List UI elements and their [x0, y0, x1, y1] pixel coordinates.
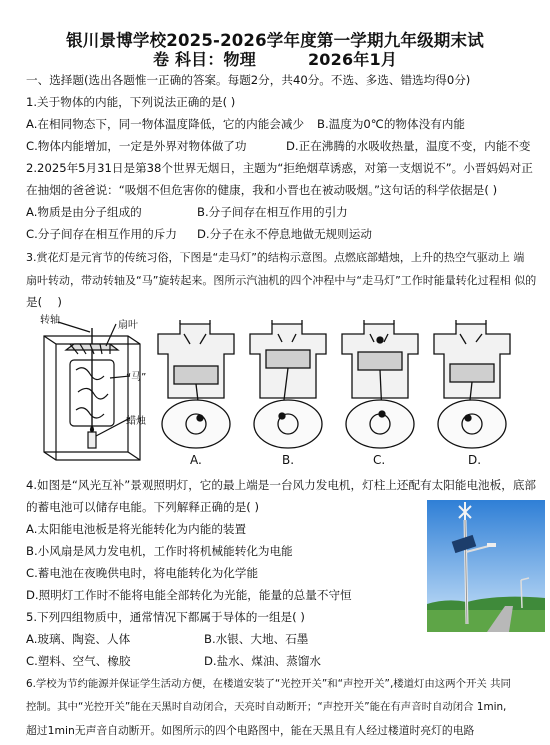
lantern-figure	[30, 314, 146, 466]
q3-stem-line2: 扇叶转动，带动转轴及“马”旋转起来。图所示汽油机的四个冲程中与“走马灯”工作时能量转化过程相 似的	[26, 274, 537, 287]
exam-subtitle	[0, 47, 550, 70]
q5-option-a: A.玻璃、陶瓷、人体	[26, 632, 131, 646]
q4-option-d: D.照明灯工作时不能将电能全部转化为光能，能量的总量不守恒	[26, 588, 352, 602]
engine-stroke-c-figure	[334, 320, 426, 452]
q2-stem-line2: 在抽烟的爸爸说：“吸烟不但危害你的健康，我和小晋也在被动吸烟。”这句话的科学依据是( )	[26, 183, 498, 197]
exam-title: 银川景博学校2025-2026学年度第一学期九年级期末试	[66, 31, 484, 50]
subject-label: 卷 科目：物理	[152, 50, 256, 69]
exam-date: 2026年1月	[307, 50, 398, 69]
lantern-label-fan: 扇叶	[118, 320, 138, 331]
section-heading: 一、选择题(选出各题惟一正确的答案。每题2分，共40分。不选、多选、错选均得0分)	[26, 73, 471, 87]
q2-option-b: B.分子间存在相互作用的引力	[197, 205, 348, 219]
engine-stroke-a-figure	[150, 320, 242, 452]
wind-solar-lamp-photo	[427, 500, 545, 632]
q1-option-a: A.在相同物态下，同一物体温度降低，它的内能会减少	[26, 117, 305, 131]
q1-option-c: C.物体内能增加，一定是外界对物体做了功	[26, 139, 247, 153]
q5-option-b: B.水银、大地、石墨	[204, 632, 309, 646]
engine-stroke-d-figure	[426, 320, 518, 452]
lantern-label-candle: 蜡烛	[126, 416, 146, 427]
lantern-label-horse: “马”	[126, 372, 147, 383]
q4-option-c: C.蓄电池在夜晚供电时，将电能转化为化学能	[26, 566, 259, 580]
engine-label-d: D.	[468, 453, 482, 467]
q2-option-d: D.分子在永不停息地做无规则运动	[197, 227, 372, 241]
q6-stem-line1: 6.学校为节约能源并保证学生活动方便，在楼道安装了“光控开关”和“声控开关”,楼道灯由这两个开关 共同	[26, 678, 511, 690]
engine-stroke-b-figure	[242, 320, 334, 452]
q3-stem-line3: 是( )	[26, 295, 62, 309]
q2-stem-line1: 2.2025年5月31日是第38个世界无烟日，主题为“拒绝烟草诱惑，对第一支烟说不”。小晋妈妈对正	[26, 161, 533, 175]
engine-label-a: A.	[190, 453, 202, 467]
q1-option-d: D.正在沸腾的水吸收热量，温度不变，内能不变	[286, 139, 531, 153]
q1-option-b: B.温度为0℃的物体没有内能	[317, 117, 465, 131]
engine-label-c: C.	[373, 453, 386, 467]
q4-stem-line2: 的蓄电池可以储存电能。下列解释正确的是( )	[26, 500, 260, 514]
q2-option-a: A.物质是由分子组成的	[26, 205, 142, 219]
q5-stem: 5.下列四组物质中，通常情况下都属于导体的一组是( )	[26, 610, 305, 624]
engine-label-b: B.	[282, 453, 295, 467]
q4-option-b: B.小风扇是风力发电机，工作时将机械能转化为电能	[26, 544, 293, 558]
q6-stem-line2: 控制。其中“光控开关”能在天黑时自动闭合，天亮时自动断开；“声控开关”能在有声音时自动闭合 1min,	[26, 701, 507, 713]
q3-stem-line1: 3.赏花灯是元宵节的传统习俗，下图是“走马灯”的结构示意图。点燃底部蜡烛，上升的热空气驱动上 端	[26, 251, 525, 264]
lantern-label-shaft: 转轴	[40, 315, 60, 326]
q1-stem: 1.关于物体的内能，下列说法正确的是( )	[26, 95, 236, 109]
q2-option-c: C.分子间存在相互作用的斥力	[26, 227, 177, 241]
q6-stem-line3: 超过1min无声音自动断开。如图所示的四个电路图中，能在天黑且有人经过楼道时亮灯的电路	[26, 724, 475, 737]
q4-option-a: A.太阳能电池板是将光能转化为内能的装置	[26, 522, 247, 536]
q5-option-d: D.盐水、煤油、蒸馏水	[204, 654, 321, 668]
q5-option-c: C.塑料、空气、橡胶	[26, 654, 131, 668]
q4-stem-line1: 4.如图是“风光互补”景观照明灯，它的最上端是一台风力发电机，灯柱上还配有太阳能电池板，底部	[26, 478, 537, 492]
